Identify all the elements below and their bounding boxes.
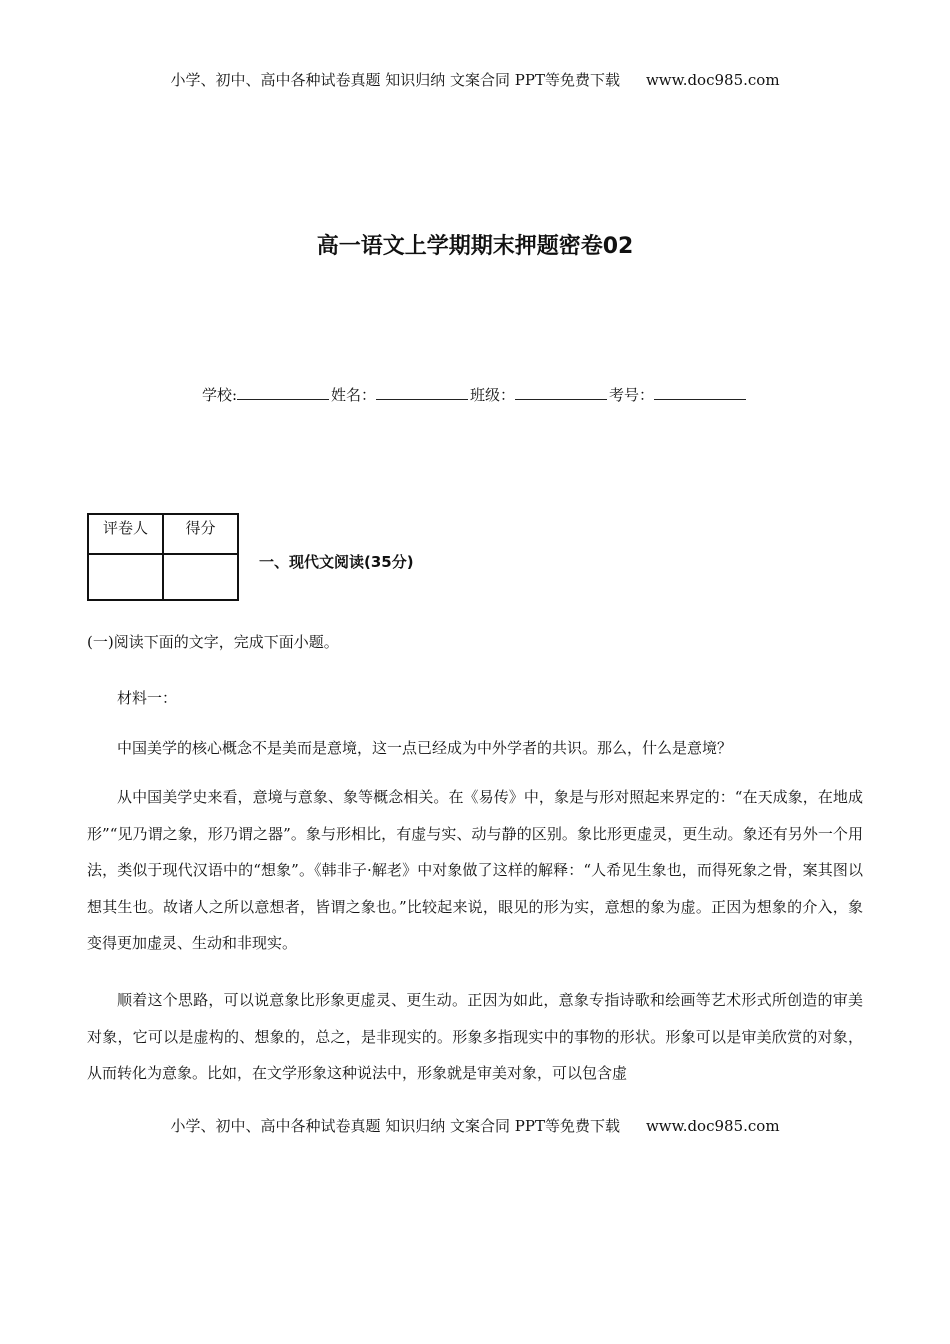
name-blank: [376, 385, 468, 400]
school-label: 学校:: [201, 386, 237, 404]
header-text: 小学、初中、高中各种试卷真题 知识归纳 文案合同 PPT等免费下载: [170, 71, 620, 89]
school-blank: [237, 385, 329, 400]
grader-cell: [88, 554, 163, 600]
grader-header: 评卷人: [88, 514, 163, 554]
page-title: 高一语文上学期期末押题密卷02: [316, 234, 634, 259]
paragraph: 顺着这个思路，可以说意象比形象更虚灵、更生动。正因为如此，意象专指诗歌和绘画等艺术形式所创造的审美对象，它可以是虚构的、想象的，总之，是非现实的。形象多指现实中的事物的形状。形象可以是审美欣赏的对象，从而转化为意象。比如，在文学形象这种说法中，形象就是审美对象，可以包含虚: [87, 991, 863, 1083]
score-cell: [163, 554, 238, 600]
header-url[interactable]: www.doc985.com: [645, 71, 780, 89]
exam-number-label: 考号：: [609, 386, 655, 404]
page-footer: [0, 1115, 950, 1136]
exam-number-blank: [654, 385, 746, 400]
paragraph-block: [87, 779, 863, 962]
paragraph: 从中国美学史来看，意境与意象、象等概念相关。在《易传》中，象是与形对照起来界定的：“在天成象，在地成形”“见乃谓之象，形乃谓之器”。象与形相比，有虚与实、动与静的区别。象比形更虚灵，更生动。象还有另外一个用法，类似于现代汉语中的“想象”。《韩非子·解老》中对象做了这样的解释：“人希见生象也，而得死象之骨，案其图以想其生也。故诸人之所以意想者，皆谓之象也。”比较起来说，眼见的形为实，意想的象为虚。正因为想象的介入，象变得更加虚灵、生动和非现实。: [87, 788, 863, 953]
paragraph-block: [87, 730, 863, 767]
student-info-fields: [0, 384, 950, 405]
section-title: 一、现代文阅读(35分): [259, 553, 414, 571]
page-header: [0, 69, 950, 90]
name-label: 姓名：: [331, 386, 377, 404]
footer-url[interactable]: www.doc985.com: [645, 1117, 780, 1135]
footer-text: 小学、初中、高中各种试卷真题 知识归纳 文案合同 PPT等免费下载: [170, 1117, 620, 1135]
paragraph: 中国美学的核心概念不是美而是意境，这一点已经成为中外学者的共识。那么，什么是意境？: [117, 739, 733, 757]
class-label: 班级：: [470, 386, 516, 404]
class-blank: [515, 385, 607, 400]
grader-score-table: [87, 513, 239, 601]
paragraph-block: [87, 982, 863, 1092]
score-header: 得分: [163, 514, 238, 554]
material-label-block: [87, 680, 863, 717]
material-label: 材料一：: [117, 689, 178, 707]
instruction: (一)阅读下面的文字，完成下面小题。: [87, 633, 339, 651]
